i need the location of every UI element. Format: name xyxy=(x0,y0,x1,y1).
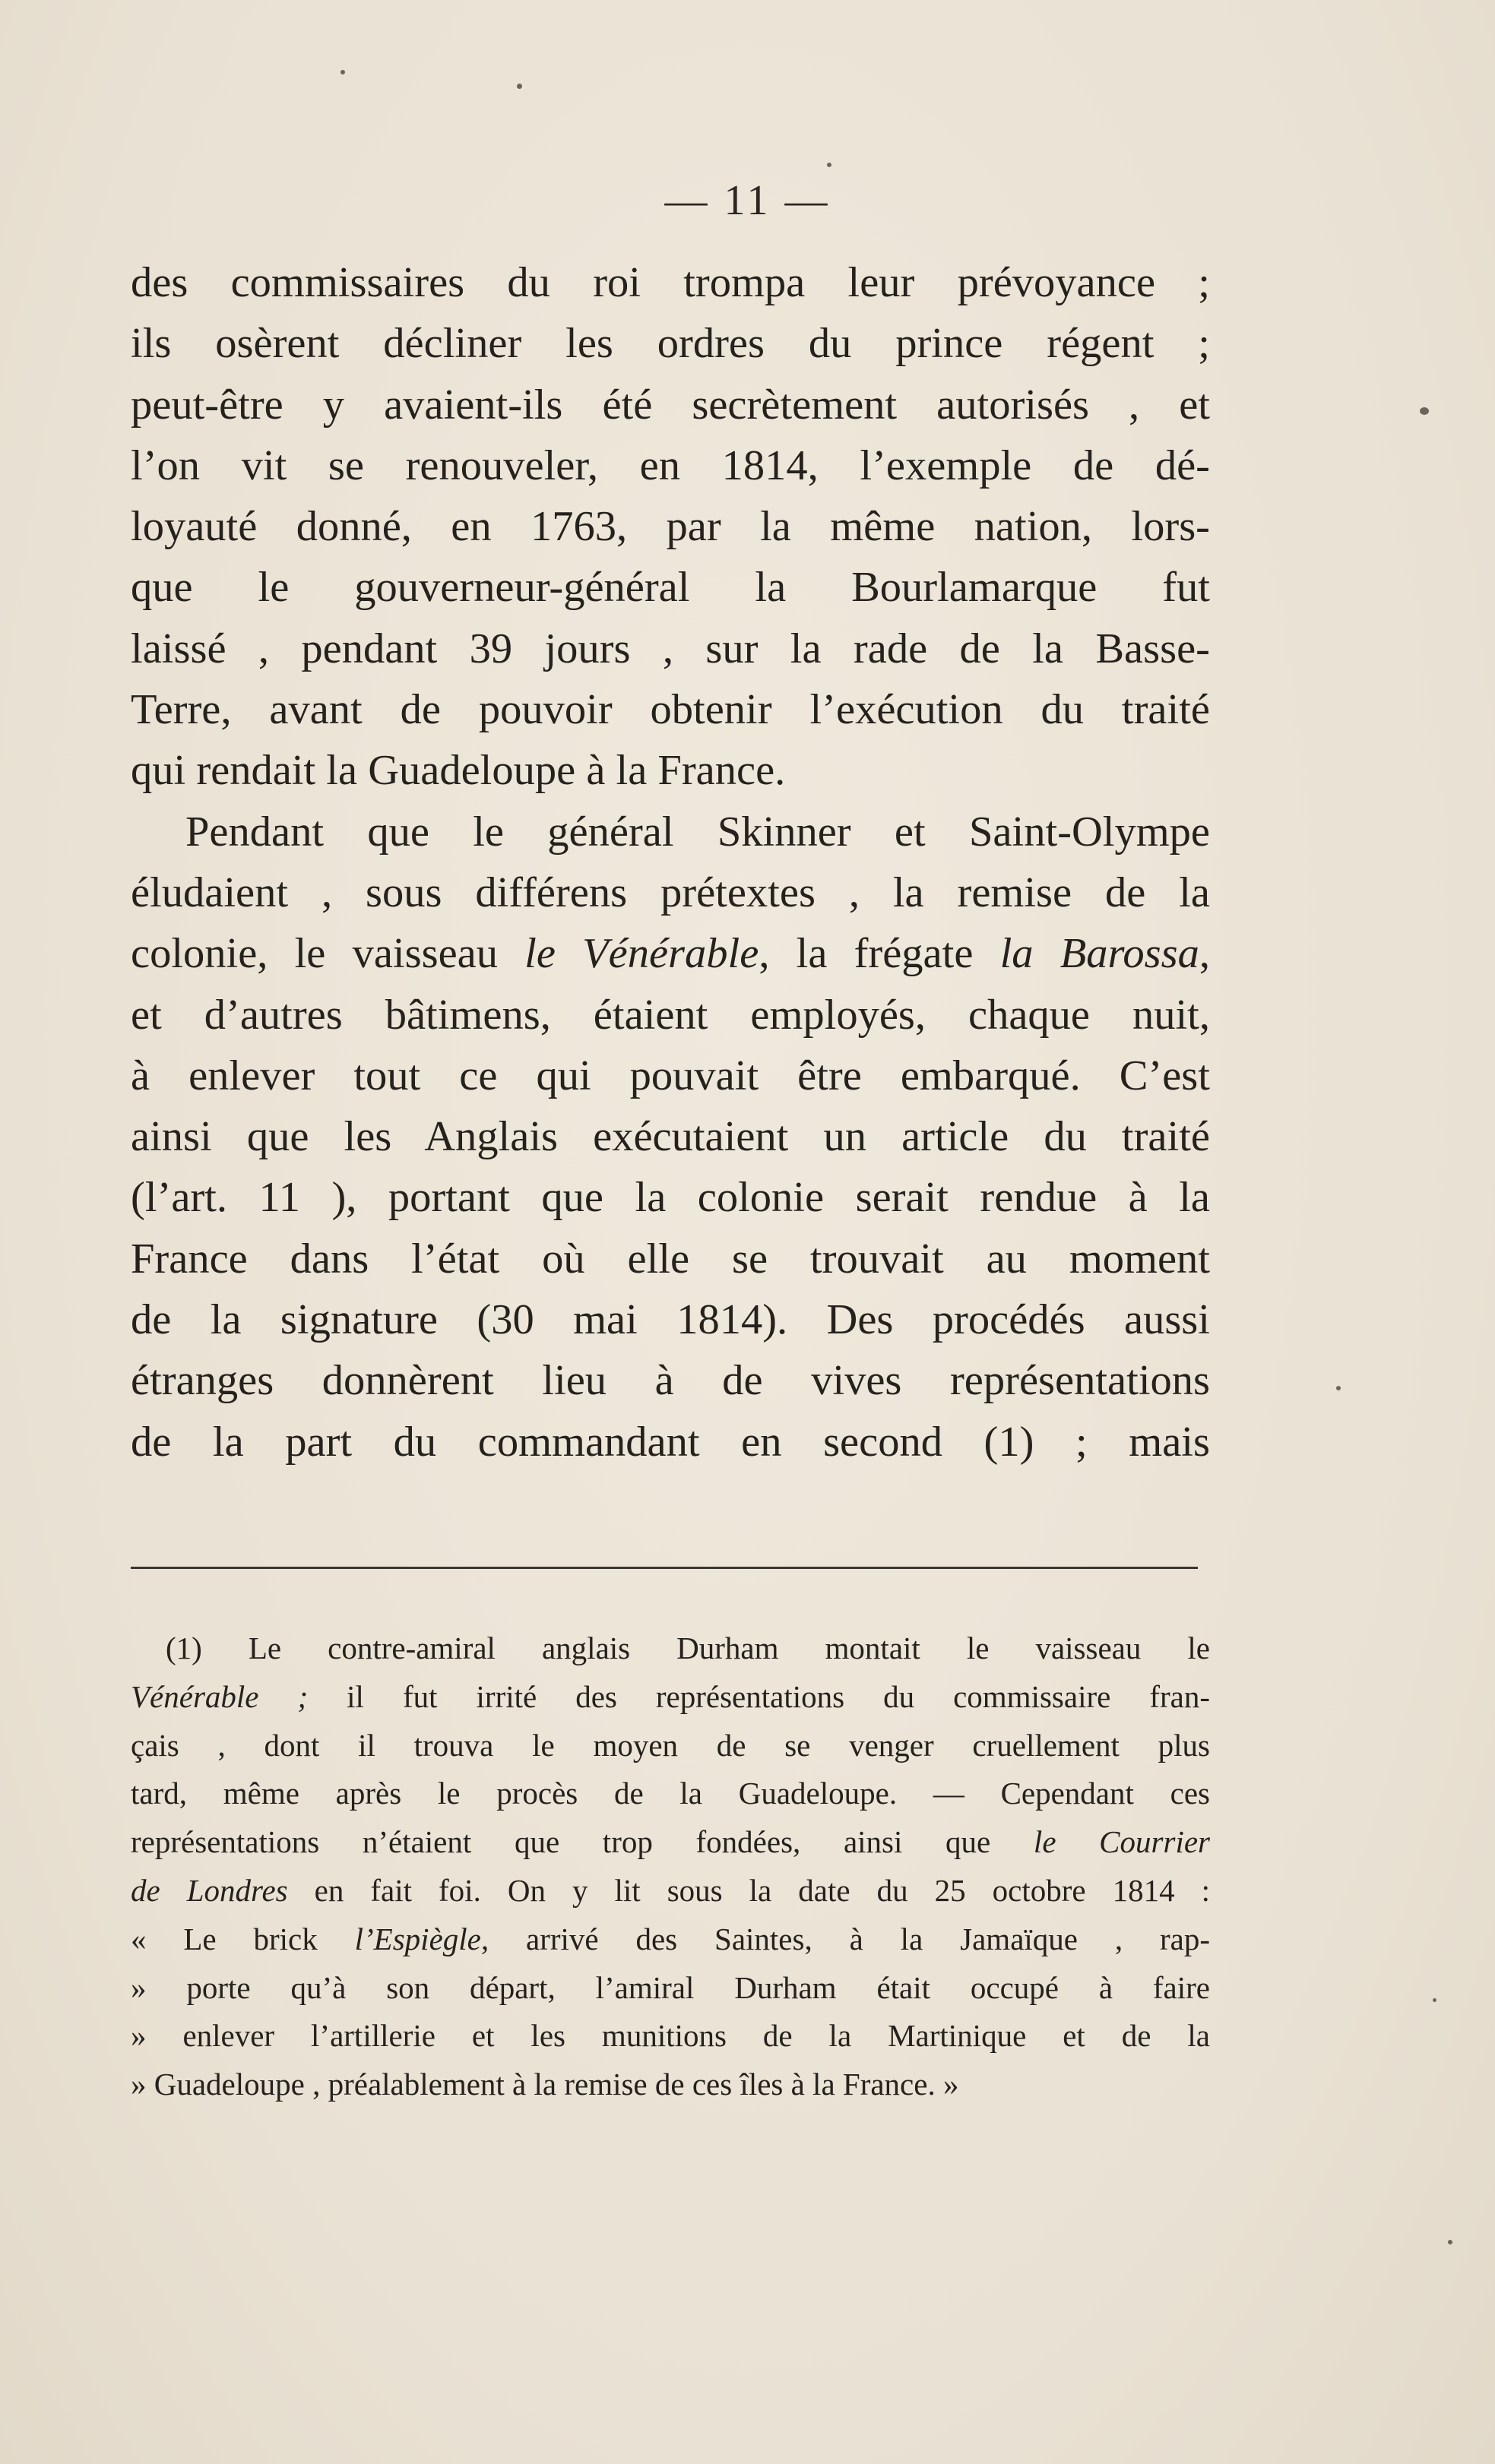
footnote-line xyxy=(131,1673,1210,1722)
body-line xyxy=(131,862,1210,923)
body-line xyxy=(131,375,1210,435)
body-line xyxy=(131,1289,1210,1350)
text-run: , xyxy=(1199,930,1210,978)
text-run: » porte qu’à son départ, l’amiral Durham était occupé à faire xyxy=(131,1969,1210,2005)
text-run: loyauté donné, en 1763, par la même nation, lors- xyxy=(131,503,1210,551)
paper-speck xyxy=(517,84,522,89)
footnote-line xyxy=(131,2061,1210,2109)
body-line xyxy=(131,985,1210,1045)
footnote-line xyxy=(131,1964,1210,2013)
italic-text: le Vénérable xyxy=(524,930,759,978)
text-run: éludaient , sous différens prétextes , la remise de la xyxy=(131,868,1210,916)
italic-text: Vénérable ; xyxy=(131,1678,309,1714)
body-line xyxy=(131,1106,1210,1167)
paper-speck xyxy=(827,163,831,167)
body-line xyxy=(131,802,1210,862)
main-text xyxy=(131,252,1210,1472)
paper-speck xyxy=(1336,1386,1341,1390)
text-run: des commissaires du roi trompa leur prévoyance ; xyxy=(131,259,1210,306)
text-run: ils osèrent décliner les ordres du prince régent ; xyxy=(131,320,1210,368)
text-run: de la signature (30 mai 1814). Des procédés aussi xyxy=(131,1296,1210,1344)
text-run: Pendant que le général Skinner et Saint-Olympe xyxy=(185,808,1210,856)
footnote-line xyxy=(131,1722,1210,1770)
text-run: (1) Le contre-amiral anglais Durham montait le vaisseau le xyxy=(166,1631,1210,1665)
body-line xyxy=(131,496,1210,557)
footnote-line xyxy=(131,1770,1210,1818)
paper-speck xyxy=(1433,1998,1436,2002)
italic-text: le Courrier xyxy=(1033,1824,1210,1860)
body-line xyxy=(131,1350,1210,1411)
italic-text: la Barossa xyxy=(999,930,1199,978)
body-line xyxy=(131,923,1210,984)
footnote-line xyxy=(131,1915,1210,1964)
text-run: » enlever l’artillerie et les munitions de la Martinique et de la xyxy=(131,2018,1210,2054)
text-run: et d’autres bâtimens, étaient employés, chaque nuit, xyxy=(131,991,1210,1039)
body-line xyxy=(131,557,1210,618)
body-line xyxy=(131,679,1210,740)
text-run: en fait foi. On y lit sous la date du 25 octobre 1814 : xyxy=(287,1872,1211,1908)
page-number: — 11 — xyxy=(664,177,831,224)
text-run: (l’art. 11 ), portant que la colonie serait rendue à la xyxy=(131,1174,1210,1222)
paper-speck xyxy=(1420,407,1429,415)
body-line xyxy=(131,1229,1210,1289)
body-line xyxy=(131,740,1210,801)
text-run: peut-être y avaient-ils été secrètement autorisés , et xyxy=(131,381,1210,429)
footnote-line xyxy=(131,1867,1210,1915)
footnote-line xyxy=(131,1624,1210,1673)
text-run: colonie, le vaisseau xyxy=(131,930,525,978)
text-run: , la frégate xyxy=(759,930,1000,978)
text-run: qui rendait la Guadeloupe à la France. xyxy=(131,747,786,795)
footnote-line xyxy=(131,1818,1210,1867)
footnote xyxy=(131,1624,1210,2109)
text-run: arrivé des Saintes, à la Jamaïque , rap- xyxy=(489,1921,1210,1956)
text-run: France dans l’état où elle se trouvait au moment xyxy=(131,1235,1210,1283)
body-line xyxy=(131,435,1210,496)
text-run: que le gouverneur-général la Bourlamarque fut xyxy=(131,564,1210,612)
paper-speck xyxy=(1448,2240,1452,2244)
text-run: représentations n’étaient que trop fondées, ainsi que xyxy=(131,1824,1034,1860)
body-line xyxy=(131,252,1210,313)
body-line xyxy=(131,618,1210,679)
body-line xyxy=(131,1045,1210,1106)
text-run: çais , dont il trouva le moyen de se venger cruellement plus xyxy=(131,1727,1210,1763)
body-line xyxy=(131,313,1210,374)
text-run: ainsi que les Anglais exécutaient un article du traité xyxy=(131,1113,1210,1161)
italic-text: de Londres xyxy=(131,1872,288,1908)
text-run: il fut irrité des représentations du commissaire fran- xyxy=(308,1678,1210,1714)
text-run: l’on vit se renouveler, en 1814, l’exemple de dé- xyxy=(131,441,1210,489)
paper-speck xyxy=(340,70,345,74)
footnote-line xyxy=(131,2012,1210,2061)
text-run: tard, même après le procès de la Guadeloupe. — Cependant ces xyxy=(131,1776,1210,1811)
text-run: étranges donnèrent lieu à de vives représentations xyxy=(131,1357,1210,1405)
text-run: de la part du commandant en second (1) ; mais xyxy=(131,1418,1210,1466)
body-line xyxy=(131,1167,1210,1228)
text-run: laissé , pendant 39 jours , sur la rade de la Basse- xyxy=(131,625,1210,672)
body-line xyxy=(131,1412,1210,1472)
text-run: « Le brick xyxy=(131,1921,355,1956)
text-run: » Guadeloupe , préalablement à la remise de ces îles à la France. » xyxy=(131,2067,959,2102)
footnote-divider xyxy=(131,1567,1198,1569)
italic-text: l’Espiègle, xyxy=(354,1921,489,1956)
text-run: à enlever tout ce qui pouvait être embarqué. C’est xyxy=(131,1052,1210,1099)
text-run: Terre, avant de pouvoir obtenir l’exécution du traité xyxy=(131,686,1210,734)
